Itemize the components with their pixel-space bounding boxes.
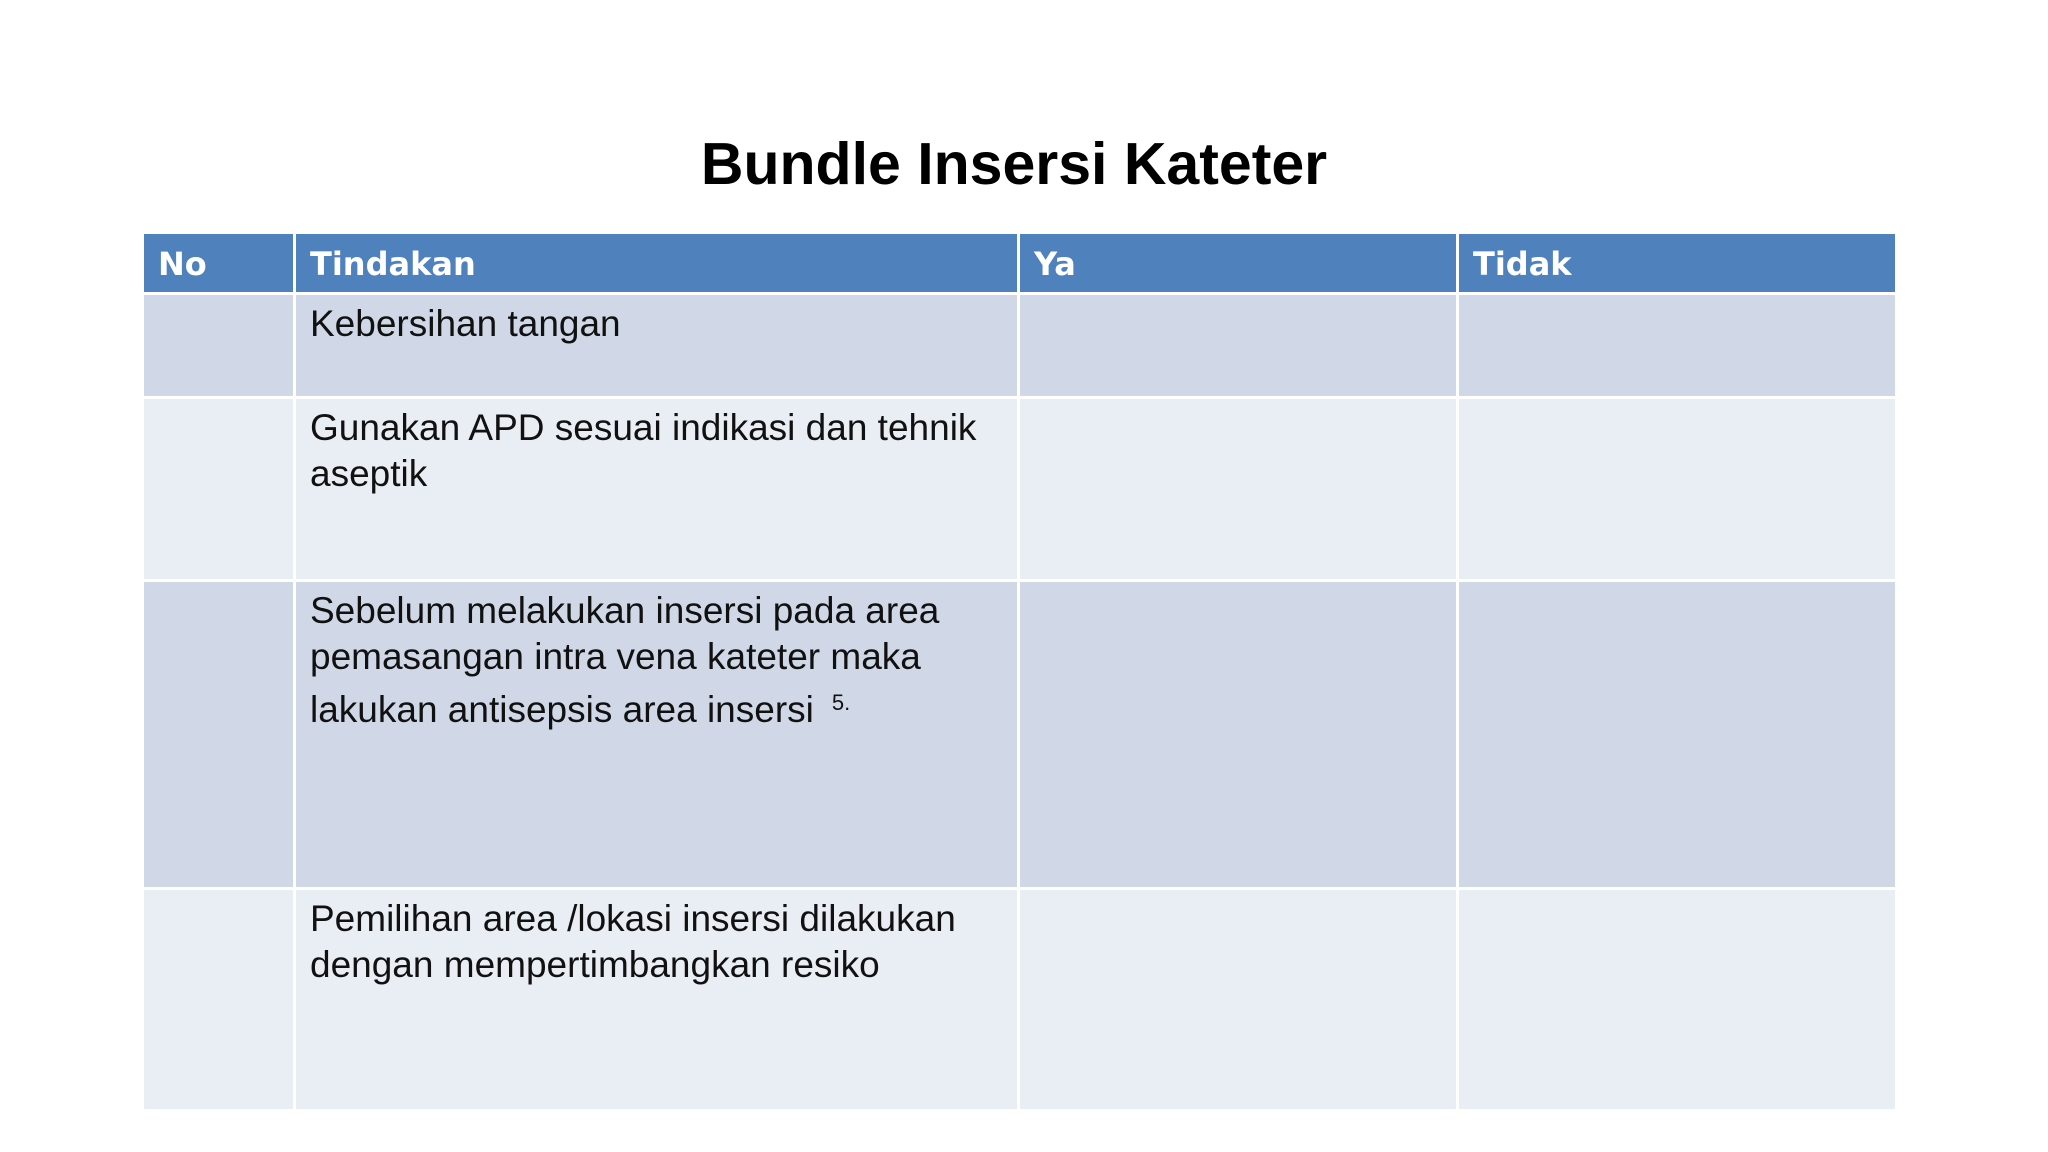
table-row [143,581,1897,889]
cell-tidak [1458,398,1897,581]
slide-title: Bundle Insersi Kateter [700,131,1328,197]
cell-ya [1019,294,1458,398]
cell-tidak [1458,294,1897,398]
header-no: No [143,233,295,294]
bundle-checklist-table [141,231,1898,1112]
cell-ya [1019,581,1458,889]
cell-tidak [1458,581,1897,889]
footnote-reference: 5. [831,690,851,715]
cell-no [143,398,295,581]
cell-tindakan [295,581,1019,889]
table-header-row [143,233,1897,294]
cell-tidak [1458,889,1897,1111]
tindakan-text: Sebelum melakukan insersi pada area pemasangan intra vena kateter maka lakukan antisepsis area insersi [310,590,940,730]
table-row [143,889,1897,1111]
table-row [143,398,1897,581]
cell-tindakan: Kebersihan tangan [295,294,1019,398]
cell-ya [1019,398,1458,581]
cell-tindakan: Pemilihan area /lokasi insersi dilakukan dengan mempertimbangkan resiko [295,889,1019,1111]
header-tidak: Tidak [1458,233,1897,294]
cell-no [143,581,295,889]
header-tindakan: Tindakan [295,233,1019,294]
cell-no [143,889,295,1111]
cell-tindakan: Gunakan APD sesuai indikasi dan tehnik aseptik [295,398,1019,581]
cell-ya [1019,889,1458,1111]
cell-no [143,294,295,398]
header-ya: Ya [1019,233,1458,294]
table-row [143,294,1897,398]
